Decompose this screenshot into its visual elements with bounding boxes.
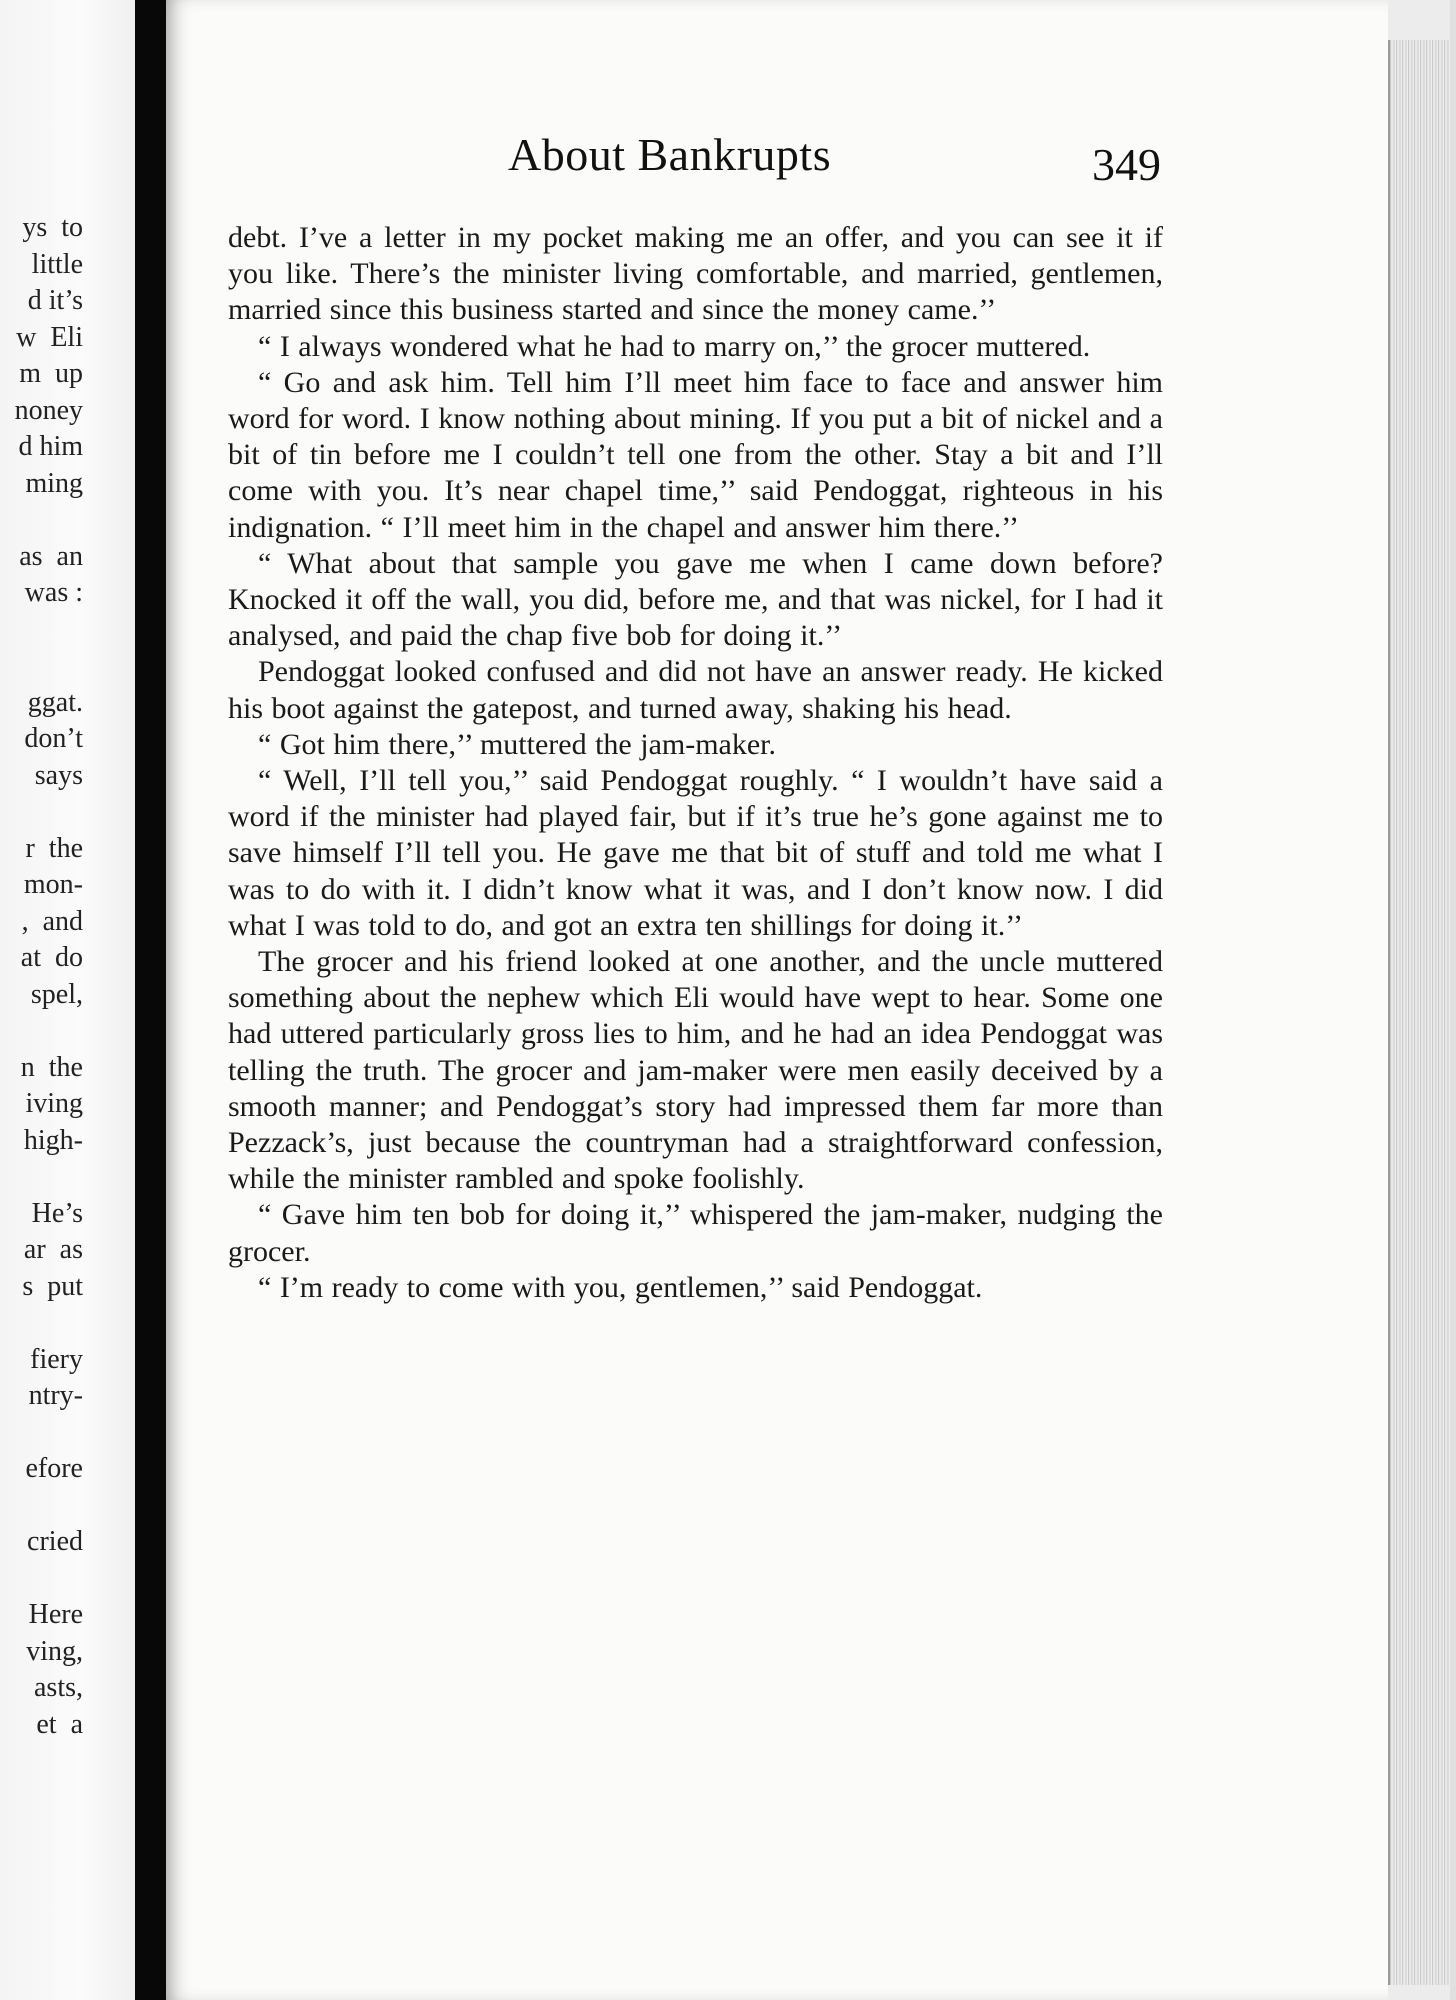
- facing-page-line: He’s: [31, 1197, 83, 1229]
- facing-page-line: [15, 612, 83, 649]
- facing-page-line: [15, 1561, 83, 1598]
- paragraph: debt. I’ve a letter in my pocket making me an offer, and you can see it if you like. There’s the minister living comfortable, and married, gentlemen, married since this business started and since the money came.’’: [228, 221, 1163, 327]
- facing-page-line: [15, 1013, 83, 1050]
- paragraph: The grocer and his friend looked at one another, and the uncle muttered something about the nephew which Eli would have wept to hear. Some one had uttered particularly gross lies to him, and he had an idea Pendoggat was telling the truth. The grocer and jam-maker were men easily deceived by a smooth manner; and Pendoggat’s story had impressed them far more than Pezzack’s, just because the countryman had a straightforward confession, while the minister rambled and spoke foolishly.: [228, 945, 1163, 1196]
- facing-page-line: [15, 794, 83, 831]
- paragraph: “ Gave him ten bob for doing it,’’ whispered the jam-maker, nudging the grocer.: [228, 1198, 1163, 1268]
- book-gutter: [135, 0, 166, 2000]
- facing-page-line: ys to: [22, 212, 83, 243]
- facing-page-line: iving: [25, 1088, 83, 1119]
- facing-page-line: d him: [18, 431, 83, 462]
- facing-page-line: says: [34, 759, 83, 791]
- scan-border: [1450, 0, 1456, 2000]
- facing-page: [0, 0, 135, 2000]
- facing-page-line: mon-: [23, 869, 83, 900]
- facing-page-line: fiery: [30, 1343, 83, 1375]
- facing-page-line: spel,: [30, 978, 83, 1010]
- facing-page-line: , and: [21, 905, 83, 937]
- facing-page-line: cried: [27, 1526, 83, 1557]
- paragraph: “ I always wondered what he had to marry on,’’ the grocer muttered.: [258, 329, 1091, 363]
- facing-page-line: was :: [24, 577, 83, 608]
- facing-page-line: s put: [22, 1270, 83, 1302]
- facing-page-line: [15, 1305, 83, 1342]
- facing-page-line: r the: [25, 832, 83, 864]
- facing-page-line: asts,: [34, 1672, 83, 1703]
- facing-page-line: high-: [23, 1124, 83, 1156]
- facing-page-line: [15, 502, 83, 539]
- facing-page-line: n the: [20, 1051, 83, 1083]
- facing-page-line: don’t: [24, 723, 83, 754]
- facing-page-line: [15, 1415, 83, 1452]
- facing-page-line: Here: [28, 1599, 83, 1630]
- facing-page-line: m up: [19, 358, 83, 389]
- facing-page-line: at do: [20, 942, 83, 973]
- facing-page-line: w Eli: [16, 321, 83, 353]
- page-number: 349: [1092, 139, 1161, 190]
- facing-page-line: as an: [19, 540, 83, 572]
- facing-page-line: [15, 1488, 83, 1525]
- facing-page-line: d it’s: [27, 285, 83, 316]
- paragraph: “ Go and ask him. Tell him I’ll meet him face to face and answer him word for word. I know nothing about mining. If you put a bit of nickel and a bit of tin before me I couldn’t tell one from the other. Stay a bit and I’ll come with you. It’s near chapel time,’’ said Pendoggat, righteous in his indignation. “ I’ll meet him in the chapel and answer him there.’’: [228, 365, 1163, 544]
- facing-page-text: [15, 210, 83, 1743]
- facing-page-line: noney: [14, 394, 83, 426]
- facing-page-line: ving,: [26, 1635, 83, 1667]
- facing-page-line: [15, 1159, 83, 1196]
- facing-page-line: ntry-: [28, 1380, 83, 1411]
- paragraph: “ What about that sample you gave me when I came down before? Knocked it off the wall, you did, before me, and that was nickel, for I had it analysed, and paid the chap five bob for doing it.’’: [228, 546, 1163, 653]
- paragraph: “ Got him there,’’ muttered the jam-maker.: [258, 727, 777, 761]
- facing-page-line: [15, 648, 83, 685]
- facing-page-line: ggat.: [27, 686, 83, 718]
- facing-page-line: little: [31, 248, 83, 280]
- facing-page-line: efore: [25, 1453, 83, 1484]
- body-text: [228, 220, 1163, 1306]
- facing-page-line: et a: [36, 1708, 83, 1740]
- paragraph: “ I’m ready to come with you, gentlemen,’’ said Pendoggat.: [258, 1270, 983, 1304]
- facing-page-line: ar as: [23, 1234, 83, 1265]
- paragraph: Pendoggat looked confused and did not have an answer ready. He kicked his boot against the gatepost, and turned away, shaking his head.: [228, 655, 1163, 725]
- facing-page-line: ming: [25, 467, 83, 499]
- paragraph: “ Well, I’ll tell you,’’ said Pendoggat roughly. “ I wouldn’t have said a word if the minister had played fair, but if it’s true he’s gone against me to save himself I’ll tell you. He gave me that bit of stuff and told me what I was to do with it. I didn’t know what it was, and I don’t know now. I did what I was told to do, and got an extra ten shillings for doing it.’’: [228, 764, 1163, 942]
- page-edges: [1388, 40, 1452, 1985]
- running-head: About Bankrupts: [508, 129, 832, 180]
